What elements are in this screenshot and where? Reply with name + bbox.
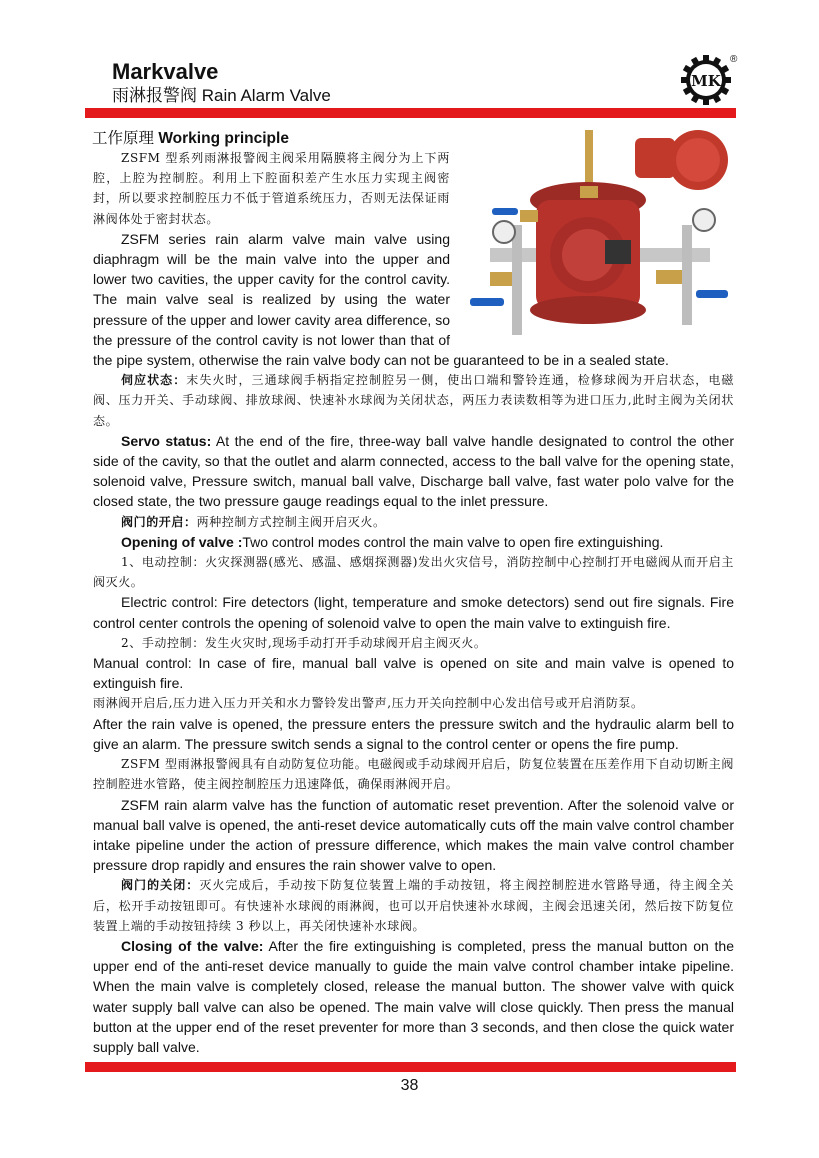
closing-valve-cn [93,875,734,936]
principle-paragraph-en: ZSFM series rain alarm valve main valve using diaphragm will be the main valve into the upper and lower two cavities, the upper cavity for the control cavity. The main valve seal is realized by using the water pressure of the upper and lower cavity area difference, so the pressure of the control cavity is not lower than that of the pipe system, otherwise the rain valve body can not be guaranteed to be in a sealed state. [93,230,669,369]
servo-status-text-cn: 末失火时，三通球阀手柄指定控制腔另一侧，使出口端和警铃连通，检修球阀为开启状态，电磁阀、压力开关、手动球阀、排放球阀、快速补水球阀为关闭状态，两压力表读数相等为进口压力,此时主阀为关闭状态。 [93,373,734,428]
electric-control-en: Electric control: Fire detectors (light, temperature and smoke detectors) send out fire signals. Fire control center controls the opening of solenoid valve to open the main valve to extinguish fire. [93,594,734,631]
principle-paragraph-cn: ZSFM 型系列雨淋报警阀主阀采用隔膜将主阀分为上下两腔，上腔为控制腔。利用上下腔面积差产生水压力实现主阀密封，所以要求控制腔压力不低于管道系统压力，否则无法保证雨淋阀体处于密封状态。 [93,151,450,226]
after-opening-cn: 雨淋阀开启后,压力进入压力开关和水力警铃发出警声,压力开关向控制中心发出信号或开启消防泵。 [93,696,644,711]
servo-status-label-en: Servo status: [121,432,212,449]
footer-divider [85,1062,736,1072]
mk-logo [680,50,740,106]
header-divider [85,108,736,118]
document-body [93,148,734,1057]
servo-status-label-cn: 伺应状态： [121,373,187,388]
electric-control-cn: 1、电动控制：火灾探测器(感光、感温、感烟探测器)发出火灾信号，消防控制中心控制打开电磁阀从而开启主阀灭火。 [93,555,734,590]
manual-control-cn: 2、手动控制：发生火灾时,现场手动打开手动球阀开启主阀灭火。 [121,635,487,650]
logo-text: MK [691,72,721,90]
opening-valve-text-cn: 两种控制方式控制主阀开启灭火。 [196,514,386,529]
servo-status-text-en: At the end of the fire, three-way ball valve handle designated to control the other side of the cavity, so that the outlet and alarm connected, access to the ball valve for the opening state, solenoid valve, Pressure switch, manual ball valve, Discharge ball valve, fast water polo valve for the closed state, the two pressure gauge readings equal to the inlet pressure. [93,432,735,510]
closing-valve-label-cn: 阀门的关闭： [121,878,200,893]
section-title-en: Working principle [158,130,289,147]
servo-status-en [93,431,734,512]
closing-valve-en [93,936,734,1057]
anti-reset-en: ZSFM rain alarm valve has the function of automatic reset prevention. After the solenoid valve or manual ball valve is opened, the anti-reset device automatically cuts off the main valve control chamber intake pipeline under the action of pressure difference, which makes the main valve control chamber pressure drop rapidly and ensures the rain shower valve to open. [93,796,734,874]
closing-valve-text-cn: 灭火完成后，手动按下防复位装置上端的手动按钮，将主阀控制腔进水管路导通，待主阀全关后，松开手动按钮即可。有快速补水球阀的雨淋阀，也可以开启快速补水球阀，主阀会迅速关闭，然后按下防复位装置上端的手动按钮持续 3 秒以上，再关闭快速补水球阀。 [93,878,734,933]
after-opening-en: After the rain valve is opened, the pressure enters the pressure switch and the hydraulic alarm bell to give an alarm. The pressure switch sends a signal to the control center or opens the fire pump. [93,715,734,752]
opening-valve-en [93,532,734,552]
servo-status-cn [93,370,734,431]
opening-valve-cn [93,512,734,532]
section-title-cn: 工作原理 [92,129,155,147]
closing-valve-label-en: Closing of the valve: [121,937,264,954]
closing-valve-text-en: After the fire extinguishing is completed, press the manual button on the upper end of the anti-reset device manually to guide the main valve control chamber intake pipeline. When the main valve is completely closed, release the manual button. The shower valve with quick water supply ball valve can also be opened. The main valve will close quickly. Then press the manual button at the upper end of the reset preventer for more than 3 seconds, and then close the quick water supply ball valve. [93,937,734,1055]
opening-valve-label-en: Opening of valve : [121,533,243,550]
brand-title: Markvalve [112,59,219,84]
manual-control-en: Manual control: In case of fire, manual ball valve is opened on site and main valve is opened to extinguish fire. [93,655,734,692]
page-number: 38 [400,1077,419,1094]
page-subtitle: 雨淋报警阀 Rain Alarm Valve [112,86,331,105]
anti-reset-cn: ZSFM 型雨淋报警阀具有自动防复位功能。电磁阀或手动球阀开启后，防复位装置在压差作用下自动切断主阀控制腔进水管路，使主阀控制腔压力迅速降低，确保雨淋阀开启。 [93,757,734,792]
registered-mark: ® [730,54,738,65]
opening-valve-text-en: Two control modes control the main valve to open fire extinguishing. [242,533,664,550]
opening-valve-label-cn: 阀门的开启： [121,514,197,529]
rain-alarm-valve-photo [460,130,740,340]
section-title [92,128,289,149]
